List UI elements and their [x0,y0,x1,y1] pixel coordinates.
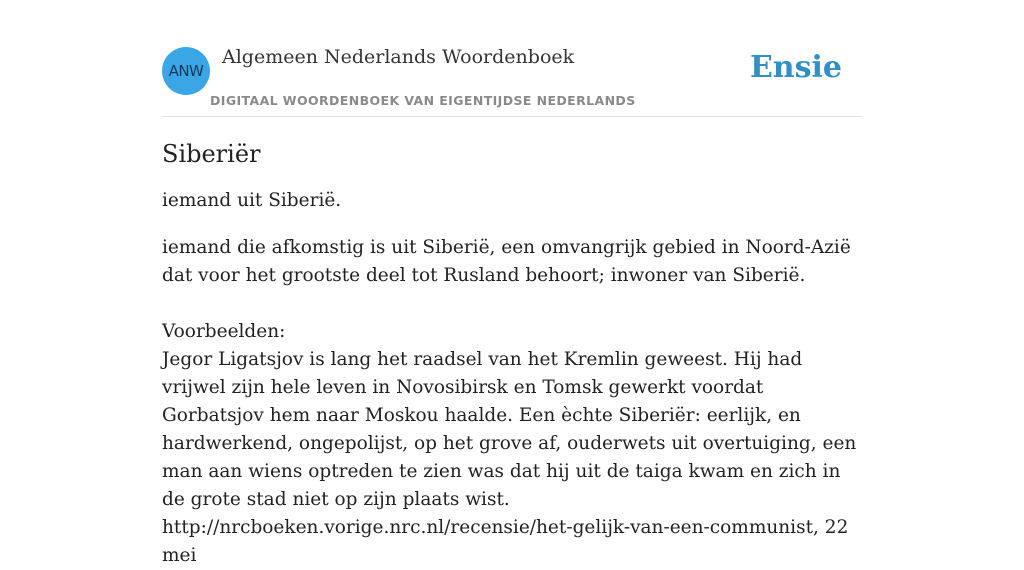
example-text: Jegor Ligatsjov is lang het raadsel van het Kremlin geweest. Hij had vrijwel zijn hele leven in Novosibirsk en Tomsk gewerkt voordat Gorbatsjov hem naar Moskou haalde. Een èchte Siberiër: eerlijk, en hardwerkend, ongepolijst, op het grove af, ouderwets uit overtuiging, een man aan wiens optreden te zien was dat hij uit de taiga kwam en zich in de grote stad niet op zijn plaats wist. http://nrcboeken.vorige.nrc.nl/recensie/het-gelijk-van-een-communist, 22 mei [162,349,857,566]
short-definition: iemand uit Siberië. [162,190,342,211]
anw-logo[interactable]: ANW [162,47,210,95]
site-title[interactable]: Algemeen Nederlands Woordenboek [222,46,575,68]
site-header [162,40,862,117]
entry-content [162,136,862,570]
long-definition: iemand die afkomstig is uit Siberië, een omvangrijk gebied in Noord-Azië dat voor het grootste deel tot Rusland behoort; inwoner van Siberië. [162,237,851,286]
examples-label: Voorbeelden: [162,321,286,342]
entry-term: Siberiër [162,140,261,168]
site-subtitle: DIGITAAL WOORDENBOEK VAN EIGENTIJDSE NEDERLANDS [210,93,636,108]
ensie-brand-logo[interactable]: Ensie [749,50,842,85]
